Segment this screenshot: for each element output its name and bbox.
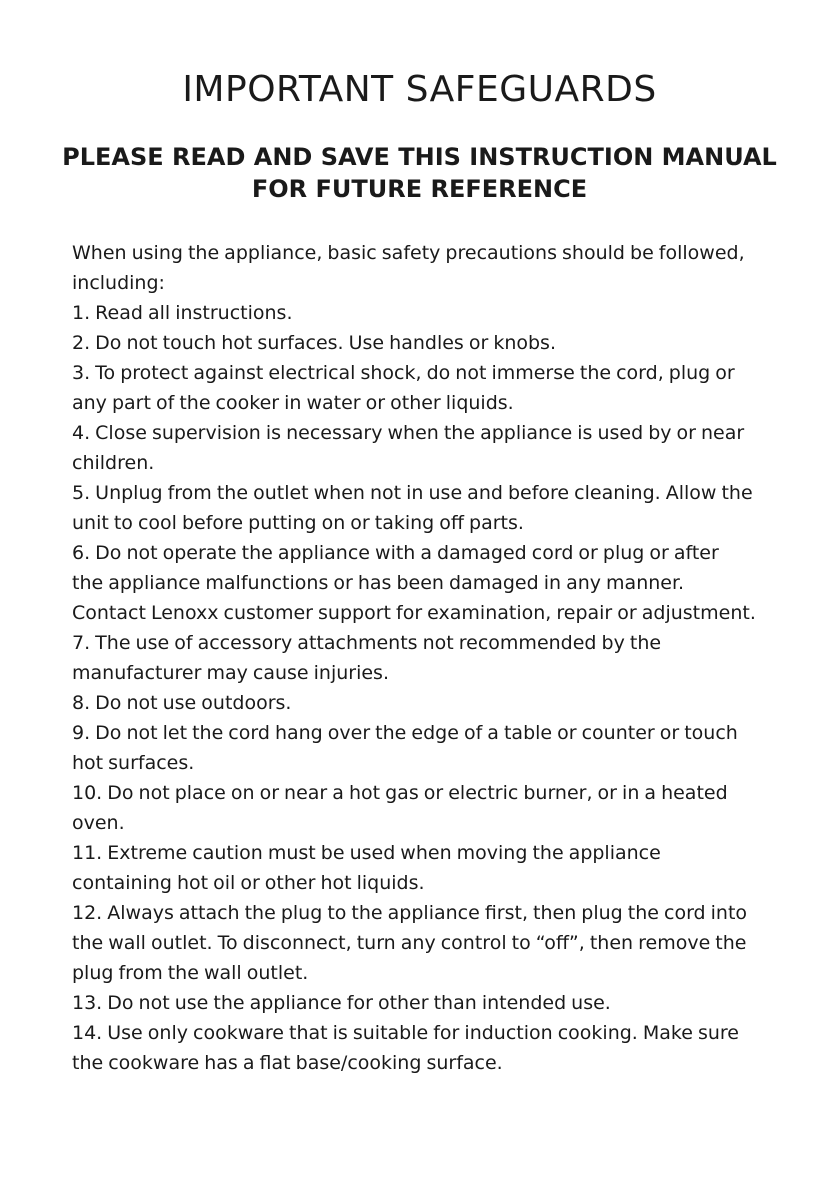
- text-line: the appliance malfunctions or has been damaged in any manner.: [72, 572, 685, 594]
- text-line: 13. Do not use the appliance for other than intended use.: [72, 992, 611, 1014]
- text-line: any part of the cooker in water or other liquids.: [72, 392, 514, 414]
- text-line: When using the appliance, basic safety precautions should be followed,: [72, 242, 745, 264]
- text-line: 10. Do not place on or near a hot gas or electric burner, or in a heated: [72, 782, 728, 804]
- text-line: children.: [72, 452, 155, 474]
- text-line: oven.: [72, 812, 125, 834]
- text-line: Contact Lenoxx customer support for examination, repair or adjustment.: [72, 602, 756, 624]
- subtitle-line-1: PLEASE READ AND SAVE THIS INSTRUCTION MANUAL: [62, 143, 777, 171]
- page-subtitle: [0, 141, 839, 205]
- text-line: containing hot oil or other hot liquids.: [72, 872, 425, 894]
- text-line: 12. Always attach the plug to the appliance first, then plug the cord into: [72, 902, 748, 924]
- subtitle-line-2: FOR FUTURE REFERENCE: [251, 175, 588, 203]
- text-line: the wall outlet. To disconnect, turn any control to “off”, then remove the: [72, 932, 747, 954]
- text-line: 14. Use only cookware that is suitable for induction cooking. Make sure: [72, 1022, 739, 1044]
- text-line: plug from the wall outlet.: [72, 962, 309, 984]
- text-line: manufacturer may cause injuries.: [72, 662, 389, 684]
- text-line: hot surfaces.: [72, 752, 195, 774]
- page-title: IMPORTANT SAFEGUARDS: [182, 69, 657, 110]
- text-line: 7. The use of accessory attachments not recommended by the: [72, 632, 662, 654]
- text-line: the cookware has a flat base/cooking surface.: [72, 1052, 503, 1074]
- text-line: including:: [72, 272, 165, 294]
- text-line: 6. Do not operate the appliance with a damaged cord or plug or after: [72, 542, 719, 564]
- text-line: 4. Close supervision is necessary when the appliance is used by or near: [72, 422, 745, 444]
- text-line: 3. To protect against electrical shock, do not immerse the cord, plug or: [72, 362, 735, 384]
- text-line: 9. Do not let the cord hang over the edge of a table or counter or touch: [72, 722, 738, 744]
- text-line: unit to cool before putting on or taking off parts.: [72, 512, 524, 534]
- text-line: 1. Read all instructions.: [72, 302, 293, 324]
- text-line: 8. Do not use outdoors.: [72, 692, 292, 714]
- text-line: 5. Unplug from the outlet when not in use and before cleaning. Allow the: [72, 482, 753, 504]
- text-line: 2. Do not touch hot surfaces. Use handles or knobs.: [72, 332, 556, 354]
- text-line: 11. Extreme caution must be used when moving the appliance: [72, 842, 661, 864]
- safeguards-text: [72, 238, 772, 1078]
